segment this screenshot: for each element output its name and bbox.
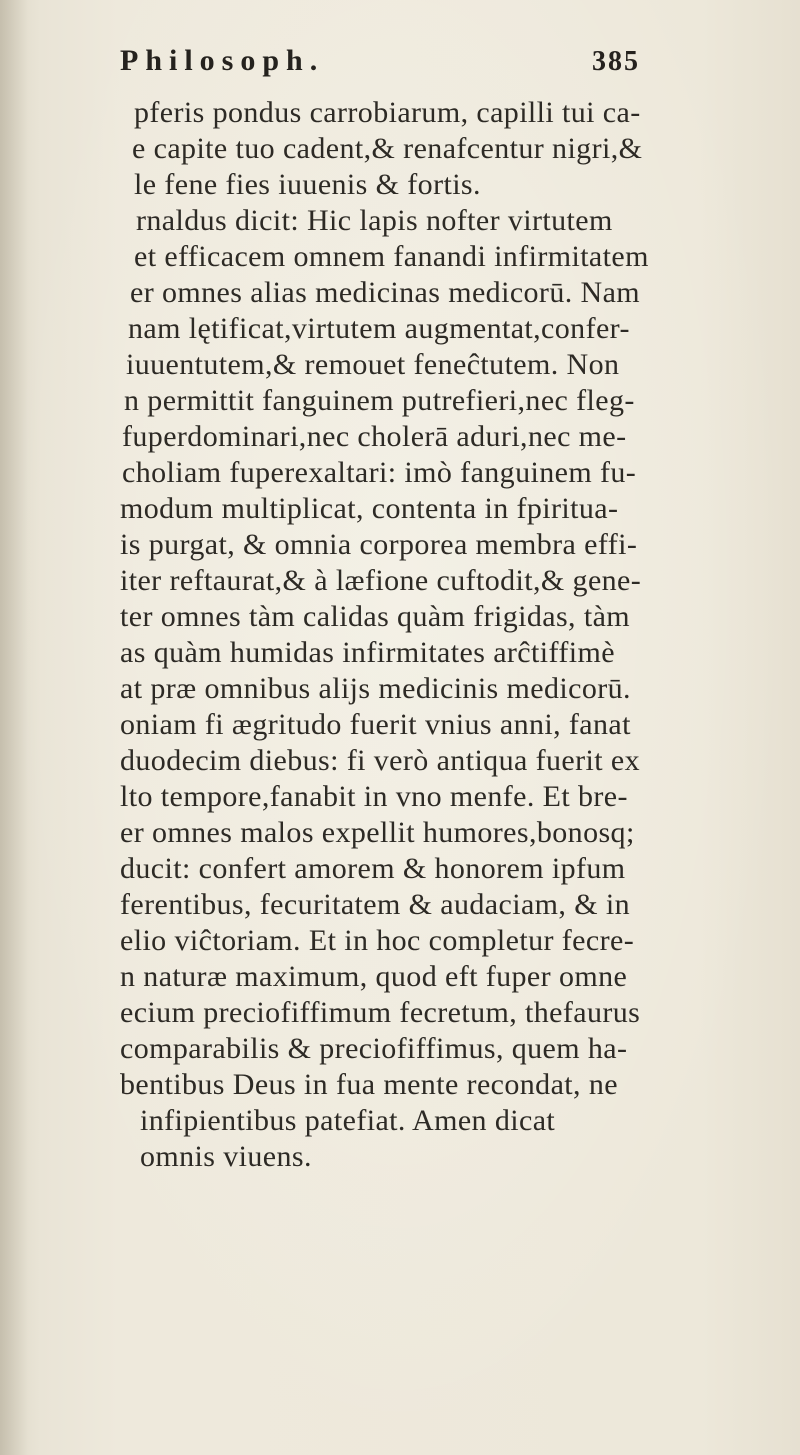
text-line: modum multiplicat, contenta in fpiritua- [120,492,619,525]
text-line: is purgat, & omnia corporea membra effi- [120,528,638,561]
text-line: comparabilis & preciofiffimus, quem ha- [120,1032,628,1065]
text-line: n naturæ maximum, quod eft fuper omne [120,960,628,993]
text-line: ter omnes tàm calidas quàm frigidas, tàm [120,600,631,633]
text-line: ducit: confert amorem & honorem ipfum [120,852,626,885]
text-line: choliam fuperexaltari: imò fanguinem fu- [122,456,637,489]
text-line: duodecim diebus: fi verò antiqua fuerit ex [120,744,640,777]
text-line: n permittit fanguinem putrefieri,nec fleg- [124,384,635,417]
text-line: le fene fies iuuenis & fortis. [134,168,481,201]
text-line: e capite tuo cadent,& renafcentur nigri,& [132,132,643,165]
text-line: lto tempore,fanabit in vno menfe. Et bre- [120,780,628,813]
gutter-shadow [0,0,28,1455]
page-number: 385 [592,46,640,77]
text-line: infipientibus patefiat. Amen dicat [140,1104,556,1137]
text-line: nam lętificat,virtutem augmentat,confer- [128,312,630,345]
text-line: bentibus Deus in fua mente recondat, ne [120,1068,618,1101]
text-line: as quàm humidas infirmitates arĉtiffimè [120,636,615,669]
text-line: at præ omnibus alijs medicinis medicorū. [120,672,631,705]
text-line: elio viĉtoriam. Et in hoc completur fecre- [120,924,635,957]
text-line: er omnes alias medicinas medicorū. Nam [130,276,641,309]
text-line: er omnes malos expellit humores,bonosq; [120,816,635,849]
text-line: omnis viuens. [140,1140,312,1173]
page-header [120,40,640,90]
text-line: pferis pondus carrobiarum, capilli tui ca- [134,96,641,129]
text-line: iuuentutem,& remouet feneĉtutem. Non [126,348,620,381]
text-line: ecium preciofiffimum fecretum, thefaurus [120,996,641,1029]
text-line: fuperdominari,nec cholerā aduri,nec me- [122,420,627,453]
text-line: rnaldus dicit: Hic lapis nofter virtutem [136,204,613,237]
text-line: oniam fi ægritudo fuerit vnius anni, fanat [120,708,631,741]
body-text [120,96,800,1196]
text-line: iter reftaurat,& à læfione cuftodit,& gene- [120,564,642,597]
text-line: ferentibus, fecuritatem & audaciam, & in [120,888,630,921]
text-line: et efficacem omnem fanandi infirmitatem [134,240,649,273]
running-head: Philosoph. [120,44,325,77]
